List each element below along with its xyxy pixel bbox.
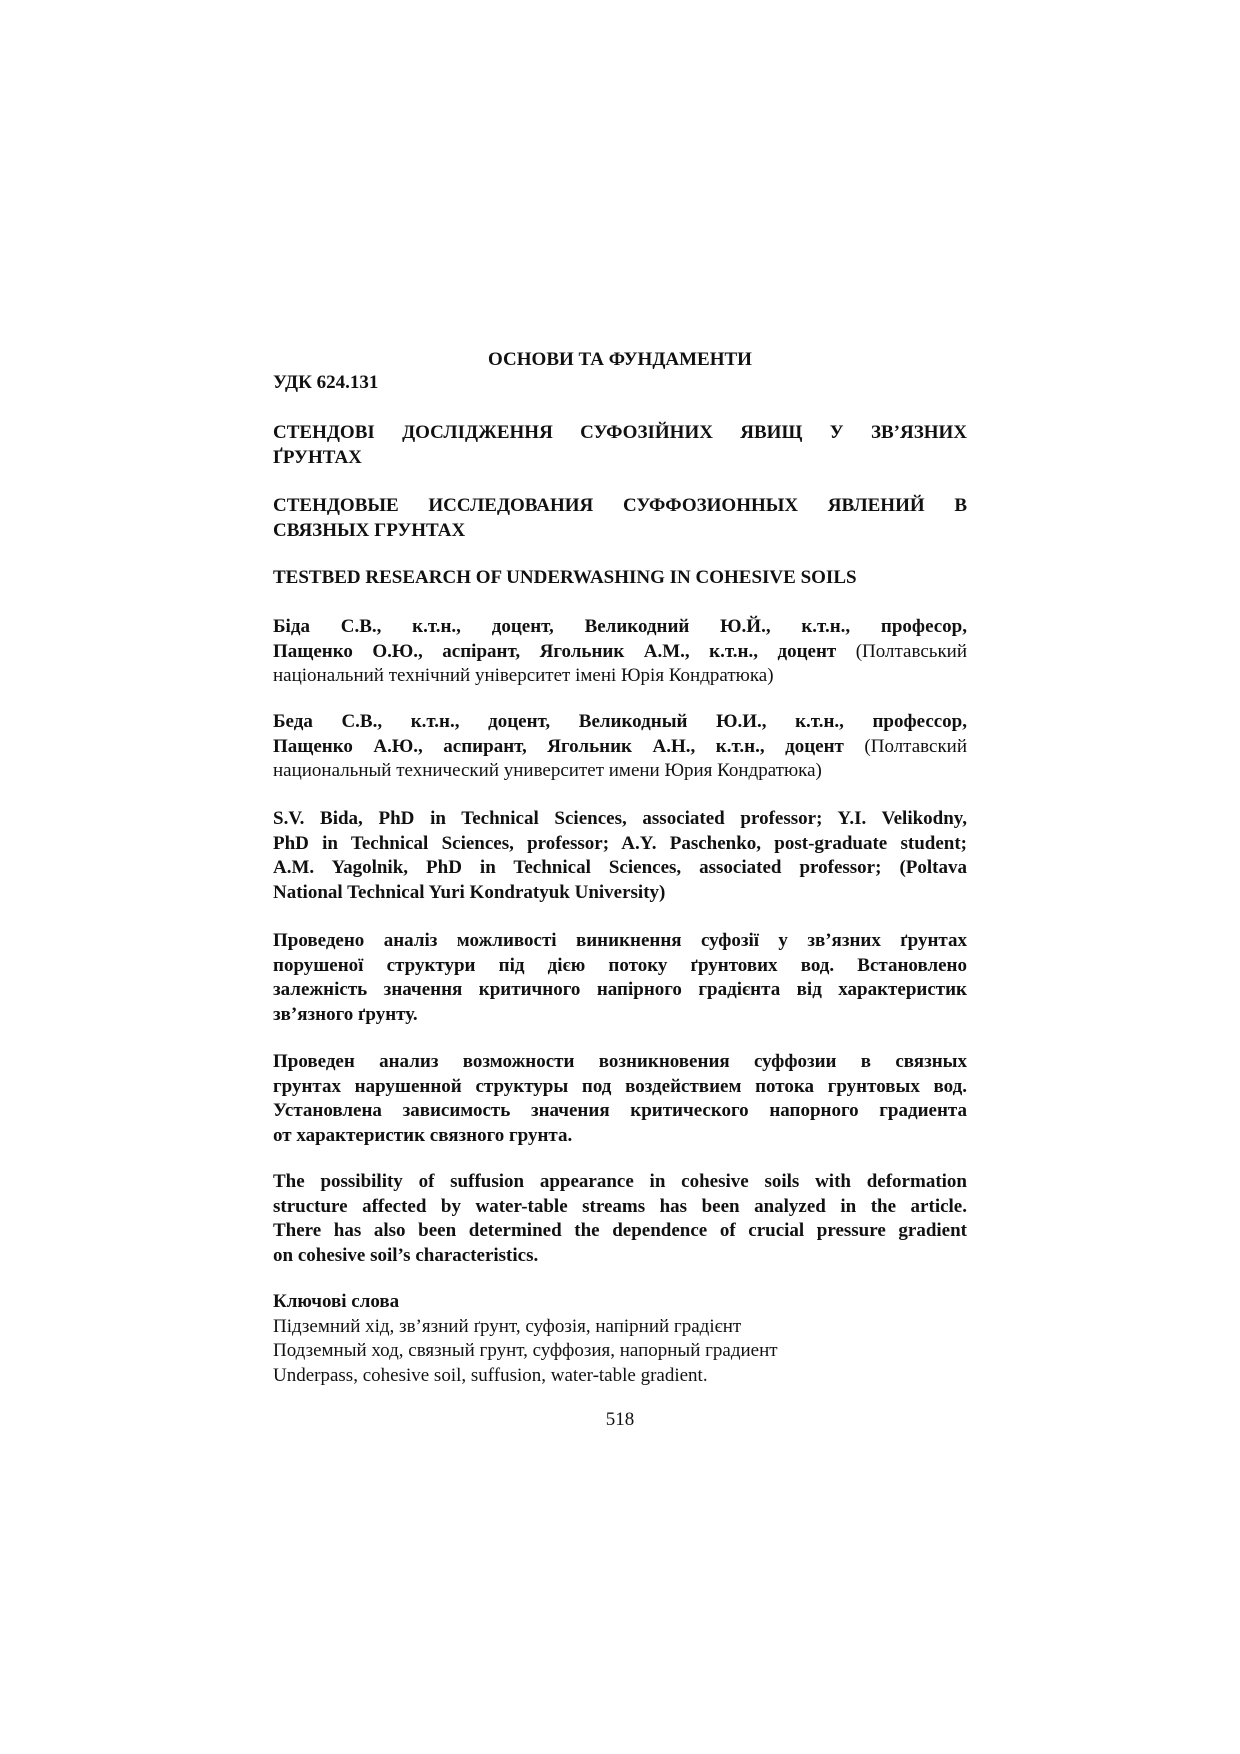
affiliation-line: національний технічний університет імені Юрія Кондратюка) <box>273 665 774 687</box>
abstract-line: грунтах нарушенной структуры под воздействием потока грунтовых вод. <box>273 1075 967 1097</box>
abstract-line: There has also been determined the dependence of crucial pressure gradient <box>273 1220 967 1242</box>
authors-ukrainian <box>273 615 967 689</box>
authors-line: National Technical Yuri Kondratyuk University) <box>273 881 666 903</box>
affiliation: (Полтавський <box>855 640 968 662</box>
authors-names: Пащенко А.Ю., аспирант, Ягольник А.Н., к.т.н., доцент <box>273 735 844 757</box>
affiliation-line: национальный технический университет имени Юрия Кондратюка) <box>273 760 822 782</box>
affiliation: (Полтавский <box>864 735 968 757</box>
authors-line: Біда С.В., к.т.н., доцент, Великодний Ю.Й., к.т.н., професор, <box>273 616 967 637</box>
authors-line: S.V. Bida, PhD in Technical Sciences, associated professor; Y.I. Velikodny, <box>273 808 967 829</box>
title-line: СВЯЗНЫХ ГРУНТАХ <box>273 519 466 541</box>
abstract-line: Установлена зависимость значения критического напорного градиента <box>273 1100 967 1122</box>
authors-line <box>273 735 967 760</box>
abstract-line: Проведен анализ возможности возникновения суффозии в связных <box>273 1051 967 1072</box>
section-heading: ОСНОВИ ТА ФУНДАМЕНТИ <box>488 349 752 370</box>
title-ukrainian <box>273 421 967 470</box>
abstract-line: on cohesive soil’s characteristics. <box>273 1244 539 1266</box>
abstract-line: The possibility of suffusion appearance in cohesive soils with deformation <box>273 1171 967 1192</box>
title-english <box>273 566 967 591</box>
title-line: СТЕНДОВІ ДОСЛІДЖЕННЯ СУФОЗІЙНИХ ЯВИЩ У ЗВ’ЯЗНИХ <box>273 422 967 443</box>
authors-english <box>273 807 967 905</box>
title-line: СТЕНДОВЫЕ ИССЛЕДОВАНИЯ СУФФОЗИОННЫХ ЯВЛЕНИЙ В <box>273 495 967 516</box>
keywords <box>273 1290 967 1388</box>
authors-line: Беда С.В., к.т.н., доцент, Великодный Ю.И., к.т.н., профессор, <box>273 711 967 732</box>
abstract-line: от характеристик связного грунта. <box>273 1124 573 1146</box>
abstract-line: порушеної структури під дією потоку ґрунтових вод. Встановлено <box>273 954 967 976</box>
keywords-russian: Подземный ход, связный грунт, суффозия, напорный градиент <box>273 1340 778 1362</box>
udc-code: УДК 624.131 <box>273 372 379 393</box>
abstract-line: structure affected by water-table streams has been analyzed in the article. <box>273 1195 967 1217</box>
authors-names: Пащенко О.Ю., аспірант, Ягольник А.М., к.т.н., доцент <box>273 640 837 662</box>
keywords-english: Underpass, cohesive soil, suffusion, water-table gradient. <box>273 1364 708 1386</box>
title-line: TESTBED RESEARCH OF UNDERWASHING IN COHESIVE SOILS <box>273 567 857 588</box>
authors-line: A.M. Yagolnik, PhD in Technical Sciences, associated professor; (Poltava <box>273 857 967 879</box>
authors-line <box>273 640 967 665</box>
title-russian <box>273 494 967 543</box>
abstract-line: залежність значення критичного напірного градієнта від характеристик <box>273 979 967 1001</box>
abstract-english <box>273 1170 967 1268</box>
abstract-line: зв’язного ґрунту. <box>273 1003 418 1025</box>
abstract-ukrainian <box>273 929 967 1027</box>
keywords-heading: Ключові слова <box>273 1291 400 1312</box>
abstract-russian <box>273 1050 967 1148</box>
authors-line: PhD in Technical Sciences, professor; A.Y. Paschenko, post-graduate student; <box>273 832 967 854</box>
title-line: ҐРУНТАХ <box>273 446 362 468</box>
authors-russian <box>273 710 967 784</box>
keywords-ukrainian: Підземний хід, зв’язний ґрунт, суфозія, напірний градієнт <box>273 1315 742 1337</box>
page-number: 518 <box>605 1409 635 1430</box>
abstract-line: Проведено аналіз можливості виникнення суфозії у зв’язних ґрунтах <box>273 930 967 951</box>
